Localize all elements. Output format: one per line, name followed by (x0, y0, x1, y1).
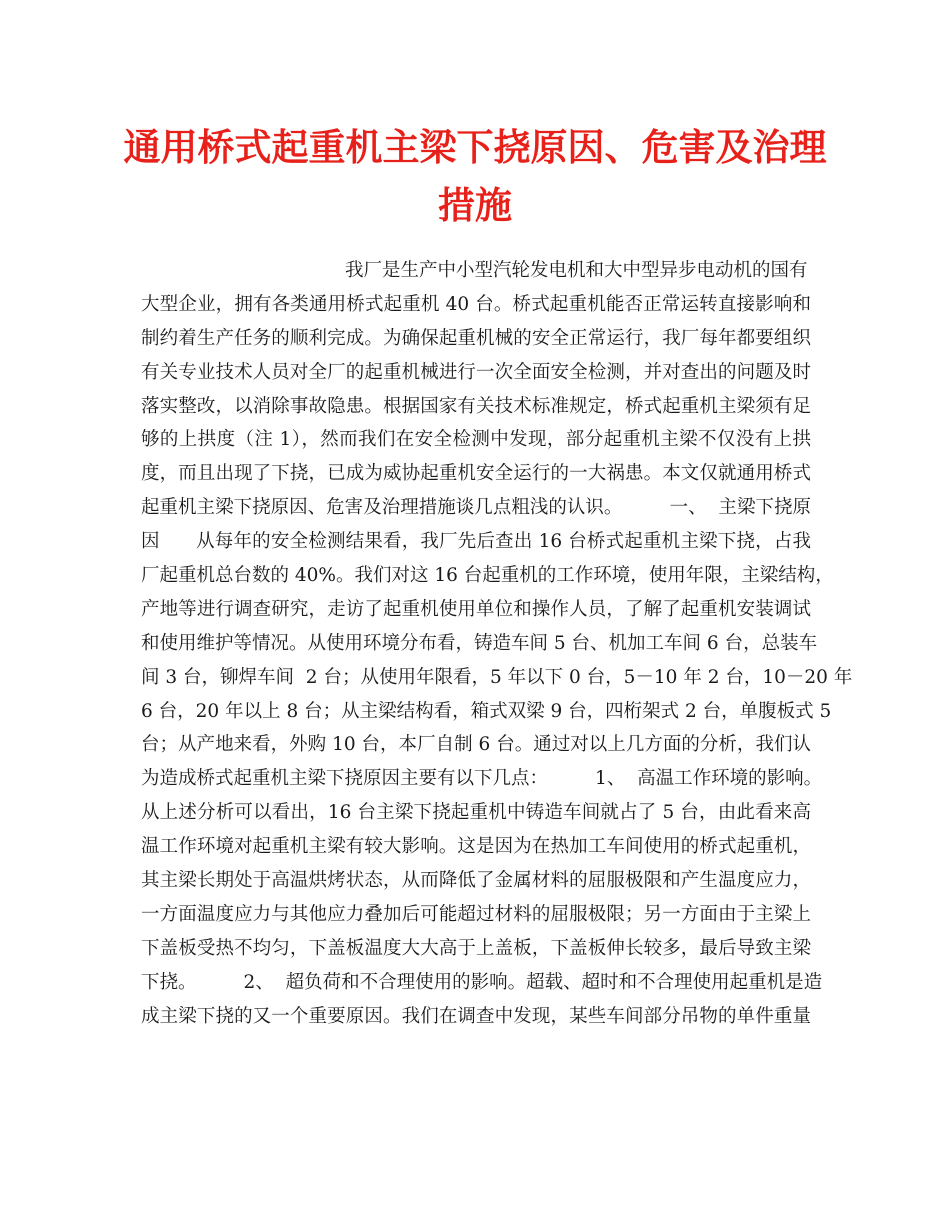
body-line: 从上述分析可以看出，16 台主梁下挠起重机中铸造车间就占了 5 台，由此看来高 (141, 802, 811, 824)
body-line: 产地等进行调查研究，走访了起重机使用单位和操作人员，了解了起重机安装调试 (141, 598, 811, 620)
body-line: 制约着生产任务的顺利完成。为确保起重机械的安全正常运行，我厂每年都要组织 (141, 327, 811, 349)
document-title (120, 118, 830, 234)
body-line: 间 3 台，铆焊车间 2 台；从使用年限看，5 年以下 0 台，5－10 年 2 台，10－20 年 (141, 666, 853, 688)
body-line: 因 从每年的安全检测结果看，我厂先后查出 16 台桥式起重机主梁下挠，占我 (141, 531, 811, 553)
body-line: 够的上拱度（注 1），然而我们在安全检测中发现，部分起重机主梁不仅没有上拱 (141, 429, 811, 451)
body-line: 下盖板受热不均匀，下盖板温度大大高于上盖板，下盖板伸长较多，最后导致主梁 (141, 937, 811, 959)
body-line: 台；从产地来看，外购 10 台，本厂自制 6 台。通过对以上几方面的分析，我们认 (141, 734, 811, 756)
body-line: 厂起重机总台数的 40%。我们对这 16 台起重机的工作环境，使用年限，主梁结构， (141, 565, 834, 587)
body-line: 度，而且出现了下挠，已成为威协起重机安全运行的一大祸患。本文仅就通用桥式 (141, 463, 811, 485)
body-line: 和使用维护等情况。从使用环境分布看，铸造车间 5 台、机加工车间 6 台，总装车 (141, 632, 818, 654)
body-line: 温工作环境对起重机主梁有较大影响。这是因为在热加工车间使用的桥式起重机， (141, 836, 811, 858)
title-line-2: 措施 (438, 183, 512, 227)
body-line: 起重机主梁下挠原因、危害及治理措施谈几点粗浅的认识。 一、 主梁下挠原 (141, 497, 811, 519)
body-paragraph (141, 254, 853, 1033)
body-line: 我厂是生产中小型汽轮发电机和大中型异步电动机的国有 (345, 260, 808, 281)
body-line: 一方面温度应力与其他应力叠加后可能超过材料的屈服极限；另一方面由于主梁上 (141, 903, 811, 925)
body-line: 其主梁长期处于高温烘烤状态，从而降低了金属材料的屈服极限和产生温度应力， (141, 870, 811, 892)
body-line: 6 台，20 年以上 8 台；从主梁结构看，箱式双梁 9 台，四桁架式 2 台，单腹板式 5 (141, 700, 832, 722)
body-line: 落实整改，以消除事故隐患。根据国家有关技术标准规定，桥式起重机主梁须有足 (141, 395, 811, 417)
body-line: 为造成桥式起重机主梁下挠原因主要有以下几点： 1、 高温工作环境的影响。 (141, 768, 823, 790)
body-line: 大型企业，拥有各类通用桥式起重机 40 台。桥式起重机能否正常运转直接影响和 (141, 293, 811, 315)
title-line-1: 通用桥式起重机主梁下挠原因、危害及治理 (123, 125, 827, 169)
body-line: 下挠。 2、 超负荷和不合理使用的影响。超载、超时和不合理使用起重机是造 (141, 971, 823, 993)
body-line: 有关专业技术人员对全厂的起重机械进行一次全面安全检测，并对查出的问题及时 (141, 361, 811, 383)
body-line: 成主梁下挠的又一个重要原因。我们在调查中发现，某些车间部分吊物的单件重量 (141, 1005, 811, 1027)
